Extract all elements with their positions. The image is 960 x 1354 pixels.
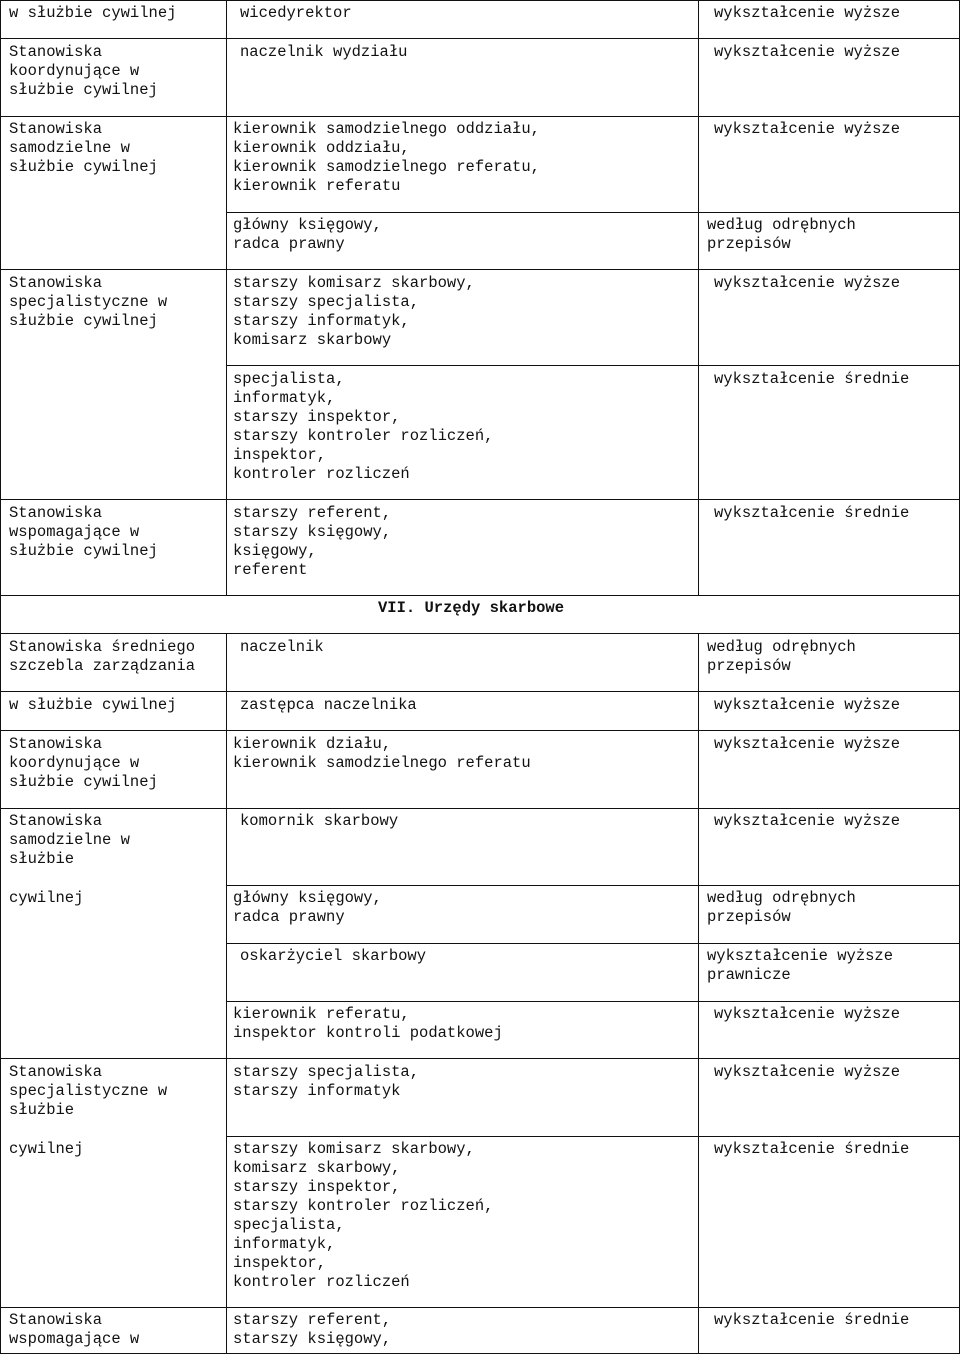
positions-cell: kierownik samodzielnego oddziału, kierownik oddziału, kierownik samodzielnego referatu, kierownik referatu (233, 120, 540, 195)
requirements-cell: według odrębnych przepisów (707, 889, 856, 926)
table-rule (226, 633, 227, 1354)
category-cell: w służbie cywilnej (9, 696, 177, 714)
positions-cell: wicedyrektor (240, 4, 352, 22)
table-rule (226, 885, 960, 886)
table-rule (0, 1058, 960, 1059)
table-rule (698, 633, 699, 1354)
table-rule (226, 0, 227, 596)
table-rule (0, 0, 960, 1)
requirements-cell: wykształcenie wyższe (714, 812, 901, 830)
table-rule (226, 1136, 960, 1137)
table-rule (0, 730, 960, 731)
category-cell: Stanowiska samodzielne w służbie (9, 812, 130, 868)
requirements-cell: według odrębnych przepisów (707, 216, 856, 253)
category-cell: cywilnej (9, 889, 84, 907)
category-cell: cywilnej (9, 1140, 84, 1158)
category-cell: Stanowiska koordynujące w służbie cywilnej (9, 43, 158, 99)
positions-cell: kierownik działu, kierownik samodzielnego referatu (233, 735, 531, 772)
table-rule (226, 1001, 960, 1002)
table-rule (0, 808, 960, 809)
category-cell: Stanowiska wspomagające w (9, 1311, 140, 1348)
positions-cell: starszy referent, starszy księgowy, księgowy, referent (233, 504, 392, 579)
table-rule (698, 0, 699, 596)
requirements-cell: wykształcenie wyższe (714, 120, 901, 138)
requirements-cell: wykształcenie średnie (714, 504, 910, 522)
table-rule (0, 38, 960, 39)
table-rule (0, 269, 960, 270)
requirements-cell: wykształcenie wyższe (714, 1005, 901, 1023)
table-rule (226, 943, 960, 944)
table-rule (0, 116, 960, 117)
requirements-cell: wykształcenie średnie (714, 1311, 910, 1329)
requirements-cell: wykształcenie wyższe (714, 735, 901, 753)
section-heading: VII. Urzędy skarbowe (378, 599, 565, 617)
table-rule (0, 691, 960, 692)
positions-cell: starszy komisarz skarbowy, komisarz skarbowy, starszy inspektor, starszy kontroler rozliczeń, specjalista, informatyk, inspektor, kontroler rozliczeń (233, 1140, 494, 1291)
requirements-cell: wykształcenie wyższe (714, 274, 901, 292)
table-rule (0, 595, 960, 596)
category-cell: Stanowiska średniego szczebla zarządzania (9, 638, 196, 675)
category-cell: w służbie cywilnej (9, 4, 177, 22)
positions-cell: zastępca naczelnika (240, 696, 417, 714)
positions-cell: komornik skarbowy (240, 812, 399, 830)
table-rule (0, 499, 960, 500)
positions-cell: oskarżyciel skarbowy (240, 947, 427, 965)
positions-cell: specjalista, informatyk, starszy inspektor, starszy kontroler rozliczeń, inspektor, kontroler rozliczeń (233, 370, 494, 483)
category-cell: Stanowiska wspomagające w służbie cywilnej (9, 504, 158, 560)
positions-cell: naczelnik (240, 638, 324, 656)
table-rule (0, 0, 1, 1354)
requirements-cell: wykształcenie wyższe (714, 43, 901, 61)
requirements-cell: wykształcenie wyższe (714, 4, 901, 22)
positions-cell: starszy referent, starszy księgowy, (233, 1311, 392, 1348)
positions-cell: główny księgowy, radca prawny (233, 216, 382, 253)
requirements-cell: wykształcenie średnie (714, 370, 910, 388)
table-rule (0, 1307, 960, 1308)
category-cell: Stanowiska specjalistyczne w służbie cywilnej (9, 274, 168, 330)
category-cell: Stanowiska specjalistyczne w służbie (9, 1063, 168, 1119)
table-rule (0, 633, 960, 634)
table-rule (226, 212, 960, 213)
requirements-cell: wykształcenie wyższe (714, 1063, 901, 1081)
positions-cell: starszy specjalista, starszy informatyk (233, 1063, 420, 1100)
positions-cell: kierownik referatu, inspektor kontroli podatkowej (233, 1005, 503, 1042)
table-rule (226, 365, 960, 366)
positions-cell: naczelnik wydziału (240, 43, 408, 61)
positions-cell: główny księgowy, radca prawny (233, 889, 382, 926)
requirements-cell: według odrębnych przepisów (707, 638, 856, 675)
requirements-cell: wykształcenie wyższe (714, 696, 901, 714)
category-cell: Stanowiska koordynujące w służbie cywilnej (9, 735, 158, 791)
category-cell: Stanowiska samodzielne w służbie cywilnej (9, 120, 158, 176)
requirements-cell: wykształcenie średnie (714, 1140, 910, 1158)
requirements-cell: wykształcenie wyższe prawnicze (707, 947, 894, 984)
positions-cell: starszy komisarz skarbowy, starszy specjalista, starszy informatyk, komisarz skarbowy (233, 274, 475, 349)
